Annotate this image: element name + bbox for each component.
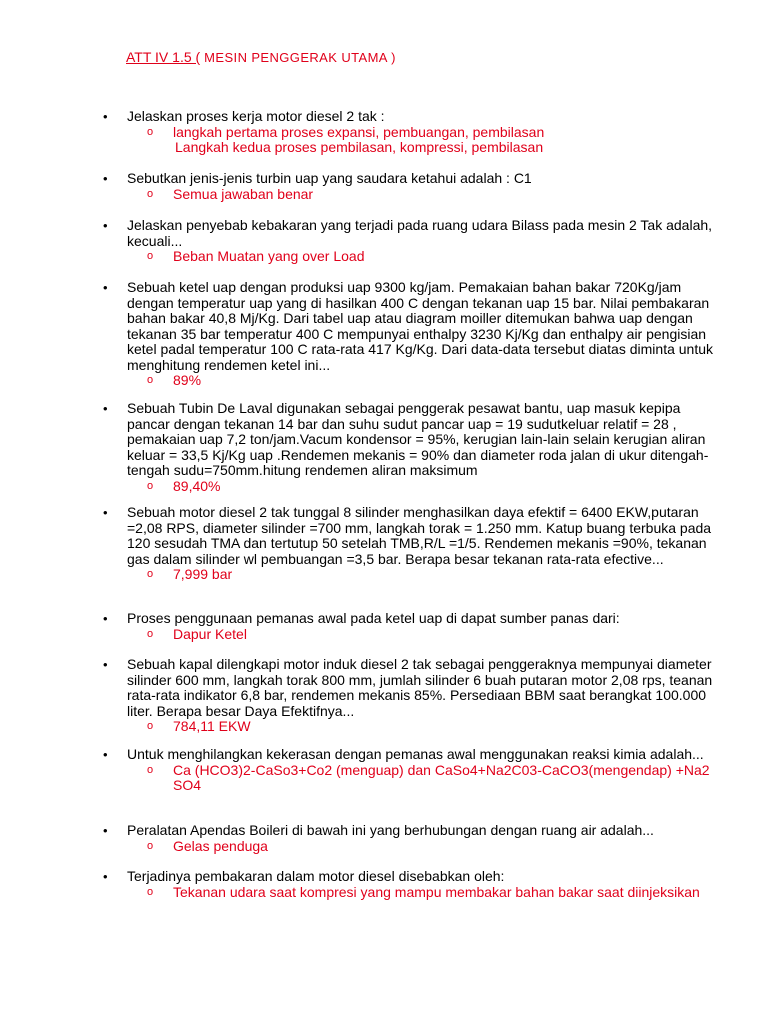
- question-item: [103, 170, 727, 202]
- question-item: [103, 217, 727, 265]
- answer-bullet-icon: o: [147, 479, 154, 492]
- bullet-icon: •: [103, 280, 108, 295]
- question-text: Proses penggunaan pemanas awal pada ketel uap di dapat sumber panas dari:: [127, 610, 620, 626]
- answer-text-continuation: Langkah kedua proses pembilasan, kompressi, pembilasan: [175, 139, 544, 155]
- answer: [147, 123, 727, 156]
- question-text: Sebutkan jenis-jenis turbin uap yang saudara ketahui adalah : C1: [127, 170, 532, 186]
- bullet-icon: •: [103, 401, 108, 416]
- answer-bullet-icon: o: [147, 125, 154, 138]
- answer-text: 89%: [173, 372, 202, 388]
- bullet-icon: •: [103, 869, 108, 884]
- question-text: Sebuah ketel uap dengan produksi uap 9300 kg/jam. Pemakaian bahan bakar 720Kg/jam dengan temperatur uap yang di hasilkan 400 C dengan tekanan uap 15 bar. Nilai pembakaran bahan bakar 40,8 Mj/Kg. Dari tabel uap atau diagram moiller ditemukan bahwa uap dengan tekanan 35 bar temperatur 400 C mempunyai enthalpy 3230 Kj/Kg dan enthalpy air pengisian ketel padal temperatur 100 C rata-rata 417 Kg/Kg. Dari data-data tersebut diatas diminta untuk menghitung rendemen ketel ini...: [127, 279, 714, 373]
- answer: [147, 185, 727, 203]
- question-text: Sebuah Tubin De Laval digunakan sebagai penggerak pesawat bantu, uap masuk kepipa pancar dengan tekanan 14 bar dan suhu sudut pancar uap = 19 sudutkeluar relatif = 28 , pemakaian uap 7,2 ton/jam.Vacum kondensor = 95%, kerugian lain-lain selain kerugian aliran keluar = 33,5 Kj/Kg uap .Rendemen mekanis = 90% dan diameter roda jalan di ukur ditengah-tengah sudu=750mm.hitung rendemen aliran maksimum: [127, 400, 709, 478]
- answer-bullet-icon: o: [147, 187, 154, 200]
- answer-text: Beban Muatan yang over Load: [173, 248, 365, 264]
- answer-bullet-icon: o: [147, 763, 154, 776]
- title-code: ATT IV 1.5 (: [126, 49, 201, 65]
- answer-bullet-icon: o: [147, 885, 154, 898]
- bullet-icon: •: [103, 747, 108, 762]
- bullet-icon: •: [103, 109, 108, 124]
- answer: [147, 837, 727, 855]
- answer-bullet-icon: o: [147, 627, 154, 640]
- answer-text: 89,40%: [173, 477, 221, 494]
- answer: [147, 566, 727, 583]
- answer-text: Gelas penduga: [173, 837, 268, 854]
- question-item: [103, 400, 727, 494]
- answer: [147, 372, 727, 389]
- answer-bullet-icon: o: [147, 720, 154, 732]
- answer-text: Ca (HCO3)2-CaSo3+Co2 (menguap) dan CaSo4+Na2C03-CaCO3(mengendap) +Na2 SO4: [173, 761, 710, 793]
- title-subtitle: MESIN PENGGERAK UTAMA ): [200, 50, 396, 65]
- question-text: Jelaskan penyebab kebakaran yang terjadi pada ruang udara Bilass pada mesin 2 Tak adalah, kecuali...: [127, 217, 713, 249]
- answer: [147, 883, 727, 901]
- question-item: [103, 610, 727, 642]
- answer-bullet-icon: o: [147, 250, 154, 262]
- question-item: [103, 504, 727, 583]
- bullet-icon: •: [103, 218, 108, 233]
- question-text: Untuk menghilangkan kekerasan dengan pemanas awal menggunakan reaksi kimia adalah...: [127, 746, 704, 762]
- answer-text: Semua jawaban benar: [173, 185, 314, 202]
- bullet-icon: •: [103, 171, 108, 186]
- question-item: [103, 279, 727, 389]
- answer-text: Dapur Ketel: [173, 625, 247, 642]
- bullet-icon: •: [103, 611, 108, 626]
- question-item: [103, 868, 727, 900]
- question-item: [103, 822, 727, 854]
- answer-bullet-icon: o: [147, 374, 154, 386]
- answer-text: langkah pertama proses expansi, pembuangan, pembilasan: [173, 123, 545, 140]
- page-title: [126, 49, 396, 66]
- answer-bullet-icon: o: [147, 839, 154, 852]
- question-item: [103, 656, 727, 735]
- bullet-icon: •: [103, 657, 108, 672]
- question-text: Terjadinya pembakaran dalam motor diesel disebabkan oleh:: [127, 868, 505, 884]
- question-text: Sebuah motor diesel 2 tak tunggal 8 silinder menghasilkan daya efektif = 6400 EKW,putaran =2,08 RPS, diameter silinder =700 mm, langkah torak = 1.250 mm. Katup buang terbuka pada 120 sesudah TMA dan tertutup 50 setelah TMB,R/L =1/5. Rendemen mekanis =90%, tekanan gas dalam silinder wl pembuangan =3,5 bar. Berapa besar tekanan rata-rata efective...: [127, 504, 712, 567]
- bullet-icon: •: [103, 505, 108, 520]
- question-item: [103, 108, 727, 156]
- answer: [147, 248, 727, 265]
- answer: [147, 761, 727, 794]
- answer: [147, 625, 727, 643]
- answer: [147, 718, 727, 735]
- bullet-icon: •: [103, 823, 108, 838]
- question-item: [103, 746, 727, 794]
- answer-text: 7,999 bar: [173, 566, 233, 582]
- answer-text: 784,11 EKW: [173, 718, 251, 734]
- answer: [147, 477, 727, 495]
- question-text: Sebuah kapal dilengkapi motor induk diesel 2 tak sebagai penggeraknya mempunyai diameter silinder 600 mm, langkah torak 800 mm, jumlah silinder 6 buah putaran motor 2,08 rps, teanan rata-rata indikator 6,8 bar, rendemen mekanis 85%. Persediaan BBM saat berangkat 100.000 liter. Berapa besar Daya Efektifnya...: [127, 656, 713, 719]
- answer-bullet-icon: o: [147, 568, 154, 580]
- question-text: Jelaskan proses kerja motor diesel 2 tak :: [127, 108, 385, 124]
- question-text: Peralatan Apendas Boileri di bawah ini yang berhubungan dengan ruang air adalah...: [127, 822, 654, 838]
- answer-text: Tekanan udara saat kompresi yang mampu membakar bahan bakar saat diinjeksikan: [173, 883, 700, 900]
